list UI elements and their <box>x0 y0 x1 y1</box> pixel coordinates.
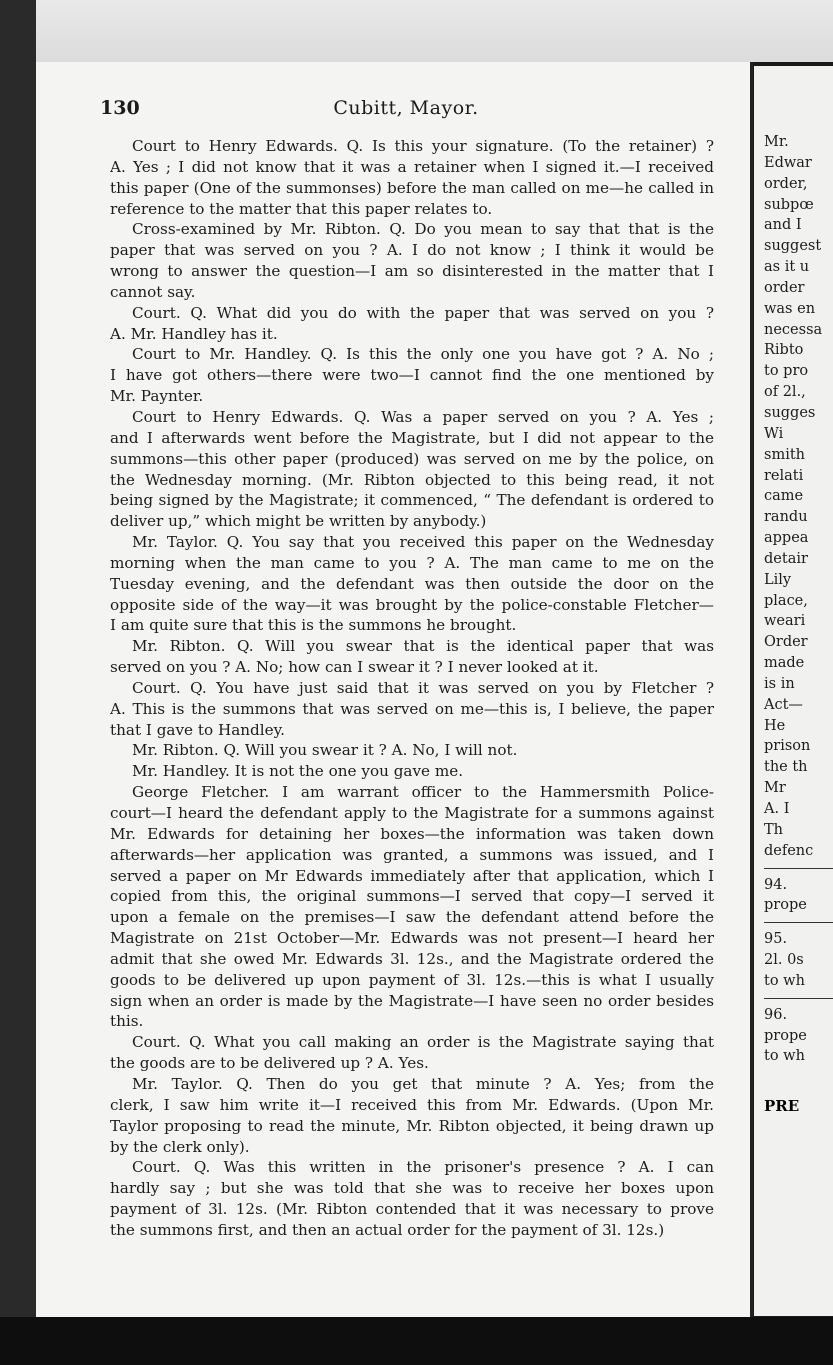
text-line: court—I heard the defendant apply to the Magistrate for a summons against <box>110 804 714 822</box>
facing-page-heading: PRE <box>764 1097 800 1116</box>
facing-page-line: weari <box>764 613 806 630</box>
text-line: this. <box>110 1012 144 1031</box>
text-line: Tuesday evening, and the defendant was then outside the door on the <box>110 574 714 593</box>
facing-page-line: 94. <box>764 876 788 893</box>
facing-page-line: Ribto <box>764 342 804 359</box>
facing-page-line: to wh <box>764 1048 805 1065</box>
text-line: goods to be delivered up upon payment of 3l. 12s.—this is what I usually <box>110 970 714 989</box>
text-line: Court to Henry Edwards. Q. Was a paper served on you ? A. Yes ; <box>132 407 714 426</box>
text-line: Court. Q. You have just said that it was served on you by Fletcher ? <box>132 678 714 697</box>
text-line: A. This is the summons that was served on me—this is, I believe, the paper <box>110 699 714 718</box>
facing-page-line: Edwar <box>764 154 812 171</box>
facing-page-line: sugges <box>764 404 816 421</box>
facing-page-line: 95. <box>764 931 788 948</box>
facing-page-line: prope <box>764 897 807 914</box>
main-text-body <box>110 136 714 1241</box>
text-line: payment of 3l. 12s. (Mr. Ribton contended that it was necessary to prove <box>110 1200 714 1219</box>
text-line: reference to the matter that this paper relates to. <box>110 199 493 218</box>
scan-bottom-edge <box>0 1317 833 1365</box>
facing-page-line: Mr. <box>764 134 789 150</box>
text-line: clerk, I saw him write it—I received this from Mr. Edwards. (Upon Mr. <box>110 1095 714 1114</box>
facing-page-line: as it u <box>764 259 810 276</box>
text-line: Mr. Taylor. Q. Then do you get that minute ? A. Yes; from the <box>132 1074 714 1093</box>
text-line: served a paper on Mr Edwards immediately after that application, which I <box>110 866 714 885</box>
text-line: Mr. Paynter. <box>110 387 204 406</box>
facing-page-line: the th <box>764 759 808 776</box>
text-line: Court to Mr. Handley. Q. Is this the only one you have got ? A. No ; <box>132 345 714 364</box>
text-line: Magistrate on 21st October—Mr. Edwards was not present—I heard her <box>110 929 714 948</box>
facing-page-line: Mr <box>764 780 786 797</box>
facing-page-line: necessa <box>764 321 823 338</box>
text-line: and I afterwards went before the Magistrate, but I did not appear to the <box>110 428 714 447</box>
facing-page-line: detair <box>764 550 808 567</box>
facing-page-line: prope <box>764 1027 807 1044</box>
facing-page-line: place, <box>764 592 808 609</box>
facing-page-fragment <box>754 66 833 1316</box>
text-line: Mr. Taylor. Q. You say that you received this paper on the Wednesday <box>132 533 714 552</box>
text-line: summons—this other paper (produced) was served on me by the police, on <box>110 449 714 468</box>
text-line: Court. Q. What you call making an order is the Magistrate saying that <box>132 1033 714 1052</box>
facing-page-line: Order <box>764 634 808 651</box>
text-line: morning when the man came to you ? A. The man came to me on the <box>110 553 714 572</box>
facing-page-line: order, <box>764 175 808 192</box>
text-line: cannot say. <box>110 282 196 301</box>
text-line: deliver up,” which might be written by anybody.) <box>110 512 487 531</box>
text-line: admit that she owed Mr. Edwards 3l. 12s., and the Magistrate ordered the <box>110 949 714 968</box>
text-line: afterwards—her application was granted, a summons was issued, and I <box>110 845 714 864</box>
text-line: Mr. Ribton. Q. Will you swear it ? A. No, I will not. <box>132 741 518 760</box>
text-line: I have got others—there were two—I cannot find the one mentioned by <box>110 366 714 385</box>
text-line: opposite side of the way—it was brought by the police-constable Fletcher— <box>110 595 714 614</box>
facing-page-line: made <box>764 655 805 672</box>
text-line: this paper (One of the summonses) before the man called on me—he called in <box>110 178 714 197</box>
facing-page-line: and I <box>764 217 802 234</box>
text-line: being signed by the Magistrate; it commenced, “ The defendant is ordered to <box>110 491 714 510</box>
facing-page-line: Th <box>764 821 784 838</box>
facing-page-line: was en <box>764 300 816 317</box>
facing-page-line: Wi <box>764 425 784 442</box>
facing-page-line: suggest <box>764 238 822 255</box>
text-line: served on you ? A. No; how can I swear it ? I never looked at it. <box>110 658 599 677</box>
page-header <box>100 97 712 129</box>
text-line: hardly say ; but she was told that she was to receive her boxes upon <box>110 1179 714 1198</box>
text-line: the goods are to be delivered up ? A. Yes. <box>110 1054 429 1073</box>
facing-page-line: He <box>764 717 786 734</box>
text-line: Court. Q. What did you do with the paper that was served on you ? <box>132 303 714 322</box>
section-rule <box>764 998 833 999</box>
running-title: Cubitt, Mayor. <box>333 97 479 119</box>
section-rule <box>764 922 833 923</box>
facing-page-line: A. I <box>764 801 790 817</box>
text-line: Court. Q. Was this written in the prisoner's presence ? A. I can <box>132 1158 714 1177</box>
text-line: Mr. Ribton. Q. Will you swear that is the identical paper that was <box>132 637 714 656</box>
section-rule <box>764 868 833 869</box>
facing-page-line: appea <box>764 530 809 547</box>
text-line: Mr. Handley. It is not the one you gave me. <box>132 762 464 781</box>
text-line: Cross-examined by Mr. Ribton. Q. Do you mean to say that that is the <box>132 220 714 239</box>
text-line: by the clerk only). <box>110 1137 250 1156</box>
text-line: the summons first, and then an actual order for the payment of 3l. 12s.) <box>110 1220 665 1239</box>
text-line: the Wednesday morning. (Mr. Ribton objected to this being read, it not <box>110 470 714 489</box>
scan-left-edge <box>0 0 36 1365</box>
text-line: sign when an order is made by the Magistrate—I have seen no order besides <box>110 991 714 1010</box>
text-line: paper that was served on you ? A. I do not know ; I think it would be <box>110 241 714 260</box>
facing-page-line: defenc <box>764 842 814 859</box>
page-number: 130 <box>100 97 140 119</box>
text-line: A. Mr. Handley has it. <box>110 324 278 343</box>
facing-page-line: to wh <box>764 972 805 989</box>
text-line: that I gave to Handley. <box>110 720 285 739</box>
text-line: copied from this, the original summons—I served that copy—I served it <box>110 887 714 906</box>
facing-page-line: relati <box>764 467 804 484</box>
facing-page-line: subpœ <box>764 196 814 213</box>
facing-page-line: of 2l., <box>764 384 806 401</box>
facing-page-line: Lily <box>764 571 792 588</box>
text-line: Taylor proposing to read the minute, Mr. Ribton objected, it being drawn up <box>110 1116 714 1135</box>
facing-page-line: to pro <box>764 363 809 380</box>
facing-page-line: is in <box>764 675 795 692</box>
text-line: A. Yes ; I did not know that it was a retainer when I signed it.—I received <box>110 157 714 176</box>
text-line: I am quite sure that this is the summons he brought. <box>110 616 517 635</box>
text-line: George Fletcher. I am warrant officer to the Hammersmith Police- <box>132 783 714 802</box>
facing-page-line: smith <box>764 446 805 463</box>
text-line: wrong to answer the question—I am so disinterested in the matter that I <box>110 262 714 281</box>
facing-page-line: came <box>764 488 804 505</box>
facing-page-line: 96. <box>764 1006 788 1023</box>
text-line: Mr. Edwards for detaining her boxes—the information was taken down <box>110 824 714 843</box>
text-line: upon a female on the premises—I saw the defendant attend before the <box>110 908 714 927</box>
facing-page-line: 2l. 0s <box>764 952 804 969</box>
facing-page-line: prison <box>764 738 811 755</box>
scan-top-margin <box>0 0 833 62</box>
text-line: Court to Henry Edwards. Q. Is this your signature. (To the retainer) ? <box>132 137 714 155</box>
facing-page-line: randu <box>764 509 808 526</box>
facing-page-line: Act— <box>764 696 803 713</box>
facing-page-line: order <box>764 279 805 296</box>
